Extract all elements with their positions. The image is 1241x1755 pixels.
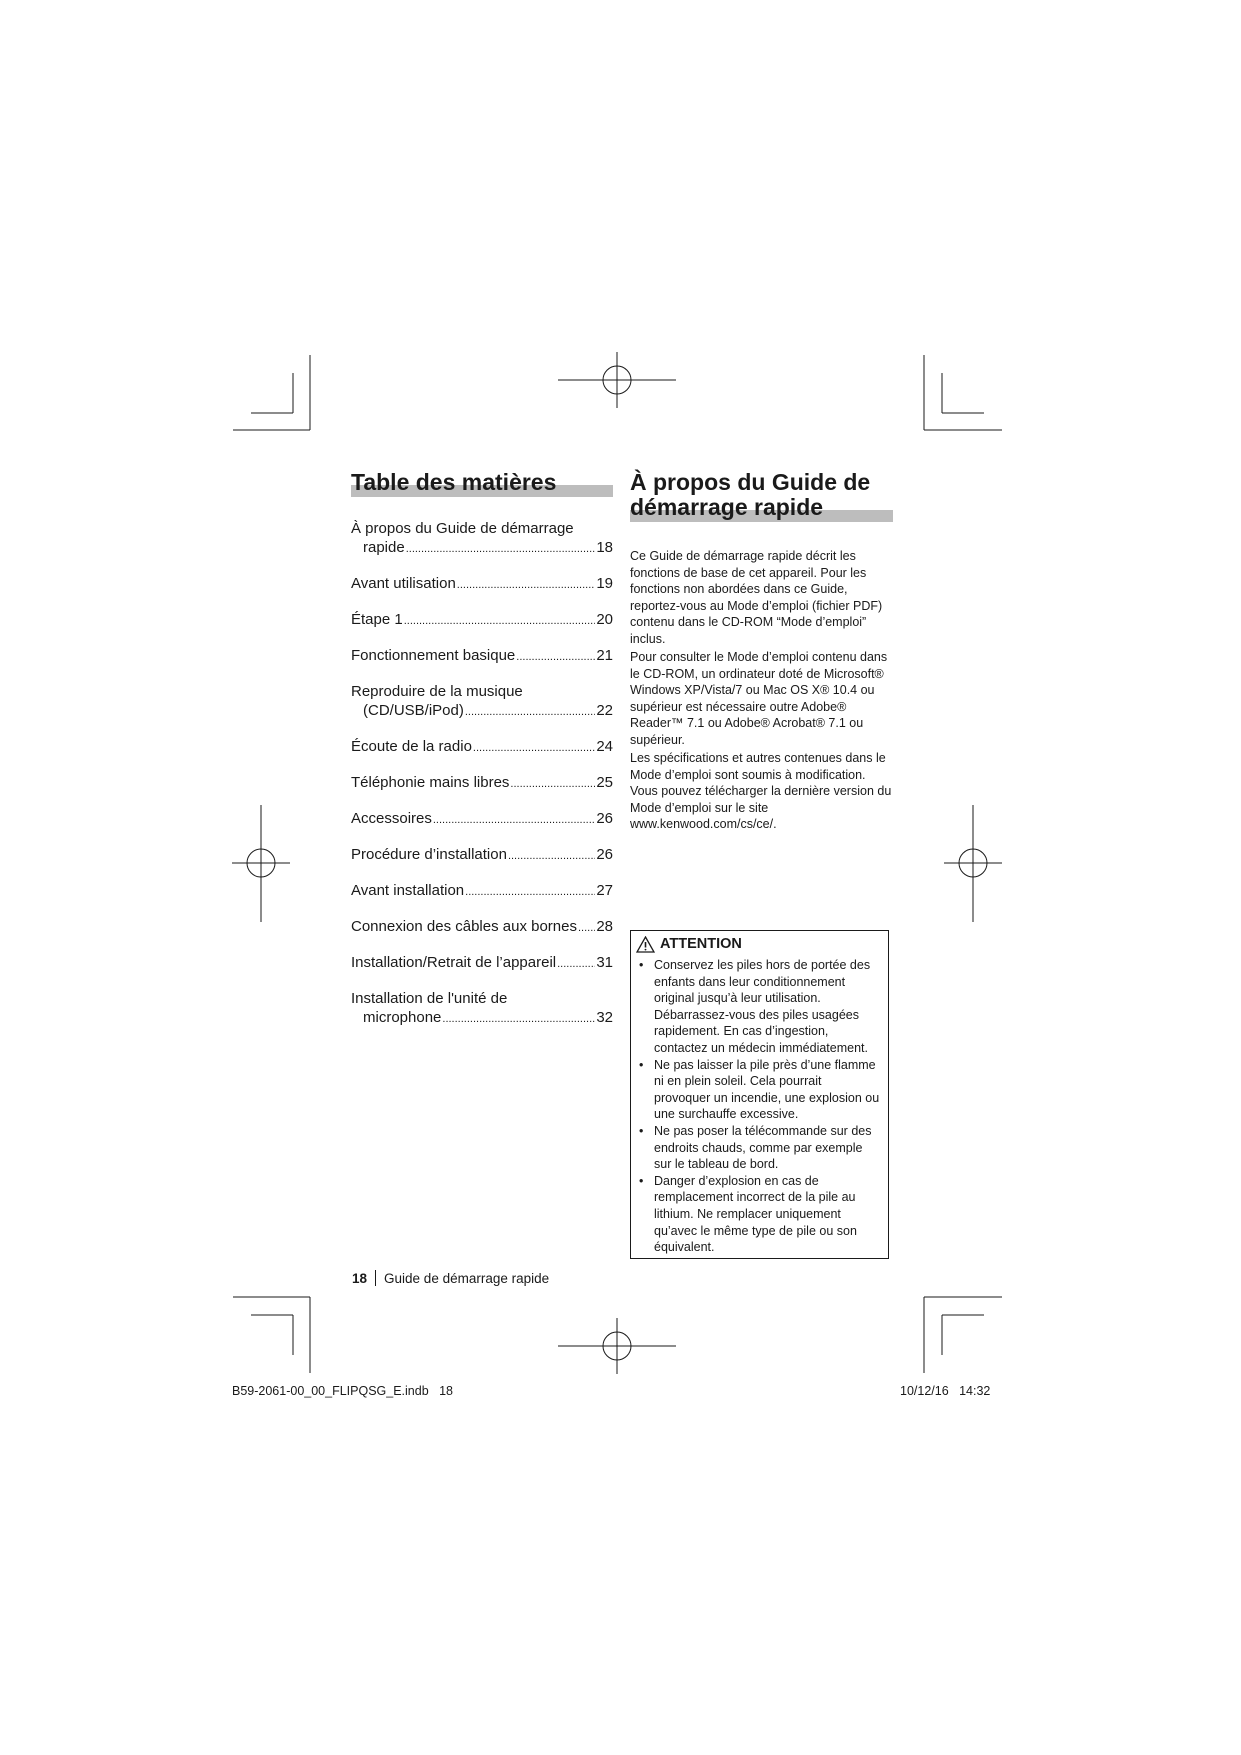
toc-entry[interactable] [351, 773, 613, 794]
attention-bullet: • Danger d’explosion en cas de remplacement incorrect de la pile au lithium. Ne remplacer uniquement qu’avec le même type de pile ou son équivalent. [636, 1173, 880, 1256]
toc-entry[interactable] [351, 989, 613, 1029]
toc-list [351, 519, 613, 1029]
slug-datetime: 10/12/16 14:32 [900, 1384, 991, 1398]
toc-entry-title: Fonctionnement basique [351, 647, 516, 664]
toc-entry-row [351, 1008, 613, 1029]
toc-entry[interactable] [351, 646, 613, 667]
dot-leader [557, 955, 595, 974]
toc-entry-title: Avant utilisation [351, 575, 456, 592]
dot-leader [473, 739, 595, 758]
dot-leader [465, 883, 595, 902]
toc-entry-row [351, 845, 613, 866]
toc-entry-page: 19 [596, 575, 613, 592]
toc-heading: Table des matières [351, 470, 613, 497]
about-heading-line2: démarrage rapide [630, 494, 824, 520]
page-number: 18 [352, 1270, 368, 1286]
toc-entry-row [351, 574, 613, 595]
toc-entry-title: Étape 1 [351, 611, 403, 628]
about-paragraph-1: Ce Guide de démarrage rapide décrit les fonctions de base de cet appareil. Pour les fonctions non abordées dans ce Guide, reportez-vous au Mode d’emploi (fichier PDF) contenu dans le CD-ROM “Mode d’emploi” inclus. [630, 549, 883, 646]
about-body [630, 548, 893, 833]
toc-entry-title: Écoute de la radio [351, 738, 472, 755]
toc-entry-title: Installation/Retrait de l’appareil [351, 954, 557, 971]
dot-leader [406, 540, 596, 559]
attention-box [630, 930, 889, 1259]
toc-entry-page: 22 [596, 702, 613, 719]
dot-leader [508, 847, 595, 866]
toc-entry-row [351, 773, 613, 794]
toc-entry-title-line1: À propos du Guide de démarrage [351, 520, 574, 537]
toc-entry-title: Téléphonie mains libres [351, 774, 510, 791]
attention-list [636, 957, 880, 1256]
toc-entry[interactable] [351, 881, 613, 902]
attention-bullet: • Conservez les piles hors de portée des enfants dans leur conditionnement original jusqu’à leur utilisation. Débarrassez-vous des piles usagées rapidement. En cas d’ingestion, contactez un médecin immédiatement. [636, 957, 880, 1057]
toc-entry-page: 24 [596, 738, 613, 755]
table-of-contents [351, 470, 613, 1044]
toc-entry-title: rapide [363, 539, 405, 556]
toc-entry[interactable] [351, 519, 613, 559]
toc-entry[interactable] [351, 682, 613, 722]
dot-leader [442, 1010, 595, 1029]
guide-name: Guide de démarrage rapide [384, 1270, 550, 1286]
warning-triangle-icon [636, 936, 655, 953]
dot-leader [510, 775, 595, 794]
toc-entry-title-line1: Reproduire de la musique [351, 683, 523, 700]
toc-entry-page: 31 [596, 954, 613, 971]
toc-entry-row [351, 701, 613, 722]
toc-entry-row [351, 737, 613, 758]
toc-entry[interactable] [351, 917, 613, 938]
toc-entry-title: Procédure d’installation [351, 846, 507, 863]
footer-divider [375, 1270, 376, 1286]
about-paragraph-3: Les spécifications et autres contenues dans le Mode d’emploi sont soumis à modification. Vous pouvez télécharger la dernière version du Mode d’emploi sur le site www.kenwood.com/cs/ce/. [630, 751, 892, 831]
toc-entry[interactable] [351, 574, 613, 595]
about-heading-line1: À propos du Guide de [630, 469, 871, 495]
toc-entry-page: 26 [596, 846, 613, 863]
dot-leader [457, 576, 596, 595]
page-footer [352, 1270, 549, 1286]
toc-entry-row [351, 646, 613, 667]
about-heading [630, 470, 893, 522]
toc-entry-page: 28 [596, 918, 613, 935]
toc-entry[interactable] [351, 610, 613, 631]
toc-entry-title: microphone [363, 1009, 442, 1026]
slug-filename: B59-2061-00_00_FLIPQSG_E.indb 18 [232, 1384, 453, 1398]
toc-entry[interactable] [351, 737, 613, 758]
toc-entry-title-line1: Installation de l'unité de [351, 990, 508, 1007]
toc-entry[interactable] [351, 809, 613, 830]
toc-entry-row [351, 917, 613, 938]
toc-entry-page: 27 [596, 882, 613, 899]
toc-entry-row [351, 610, 613, 631]
toc-entry-row [351, 538, 613, 559]
toc-entry-title: Accessoires [351, 810, 432, 827]
attention-header [636, 936, 880, 953]
toc-entry-page: 25 [596, 774, 613, 791]
toc-entry-title: Connexion des câbles aux bornes [351, 918, 577, 935]
about-section [630, 470, 893, 835]
toc-entry-page: 20 [596, 611, 613, 628]
toc-entry-page: 26 [596, 810, 613, 827]
dot-leader [465, 703, 595, 722]
toc-entry-page: 32 [596, 1009, 613, 1026]
toc-entry-row [351, 809, 613, 830]
toc-entry-row [351, 953, 613, 974]
dot-leader [404, 612, 596, 631]
about-paragraph-2: Pour consulter le Mode d’emploi contenu dans le CD-ROM, un ordinateur doté de Microsoft® Windows XP/Vista/7 ou Mac OS X® 10.4 ou supérieur est nécessaire outre Adobe® Reader™ 7.1 ou Adobe® Acrobat® 7.1 ou supérieur. [630, 650, 888, 747]
toc-entry-page: 21 [596, 647, 613, 664]
attention-label: ATTENTION [660, 936, 742, 953]
dot-leader [433, 811, 595, 830]
toc-entry[interactable] [351, 845, 613, 866]
attention-bullet: • Ne pas laisser la pile près d’une flamme ni en plein soleil. Cela pourrait provoquer un incendie, une explosion ou une surchauffe excessive. [636, 1057, 880, 1123]
toc-entry-title: (CD/USB/iPod) [363, 702, 464, 719]
dot-leader [578, 919, 595, 938]
toc-entry[interactable] [351, 953, 613, 974]
attention-bullet: • Ne pas poser la télécommande sur des endroits chauds, comme par exemple sur le tableau de bord. [636, 1123, 880, 1173]
toc-entry-title: Avant installation [351, 882, 465, 899]
toc-entry-page: 18 [596, 539, 613, 556]
toc-entry-row [351, 881, 613, 902]
dot-leader [516, 648, 595, 667]
